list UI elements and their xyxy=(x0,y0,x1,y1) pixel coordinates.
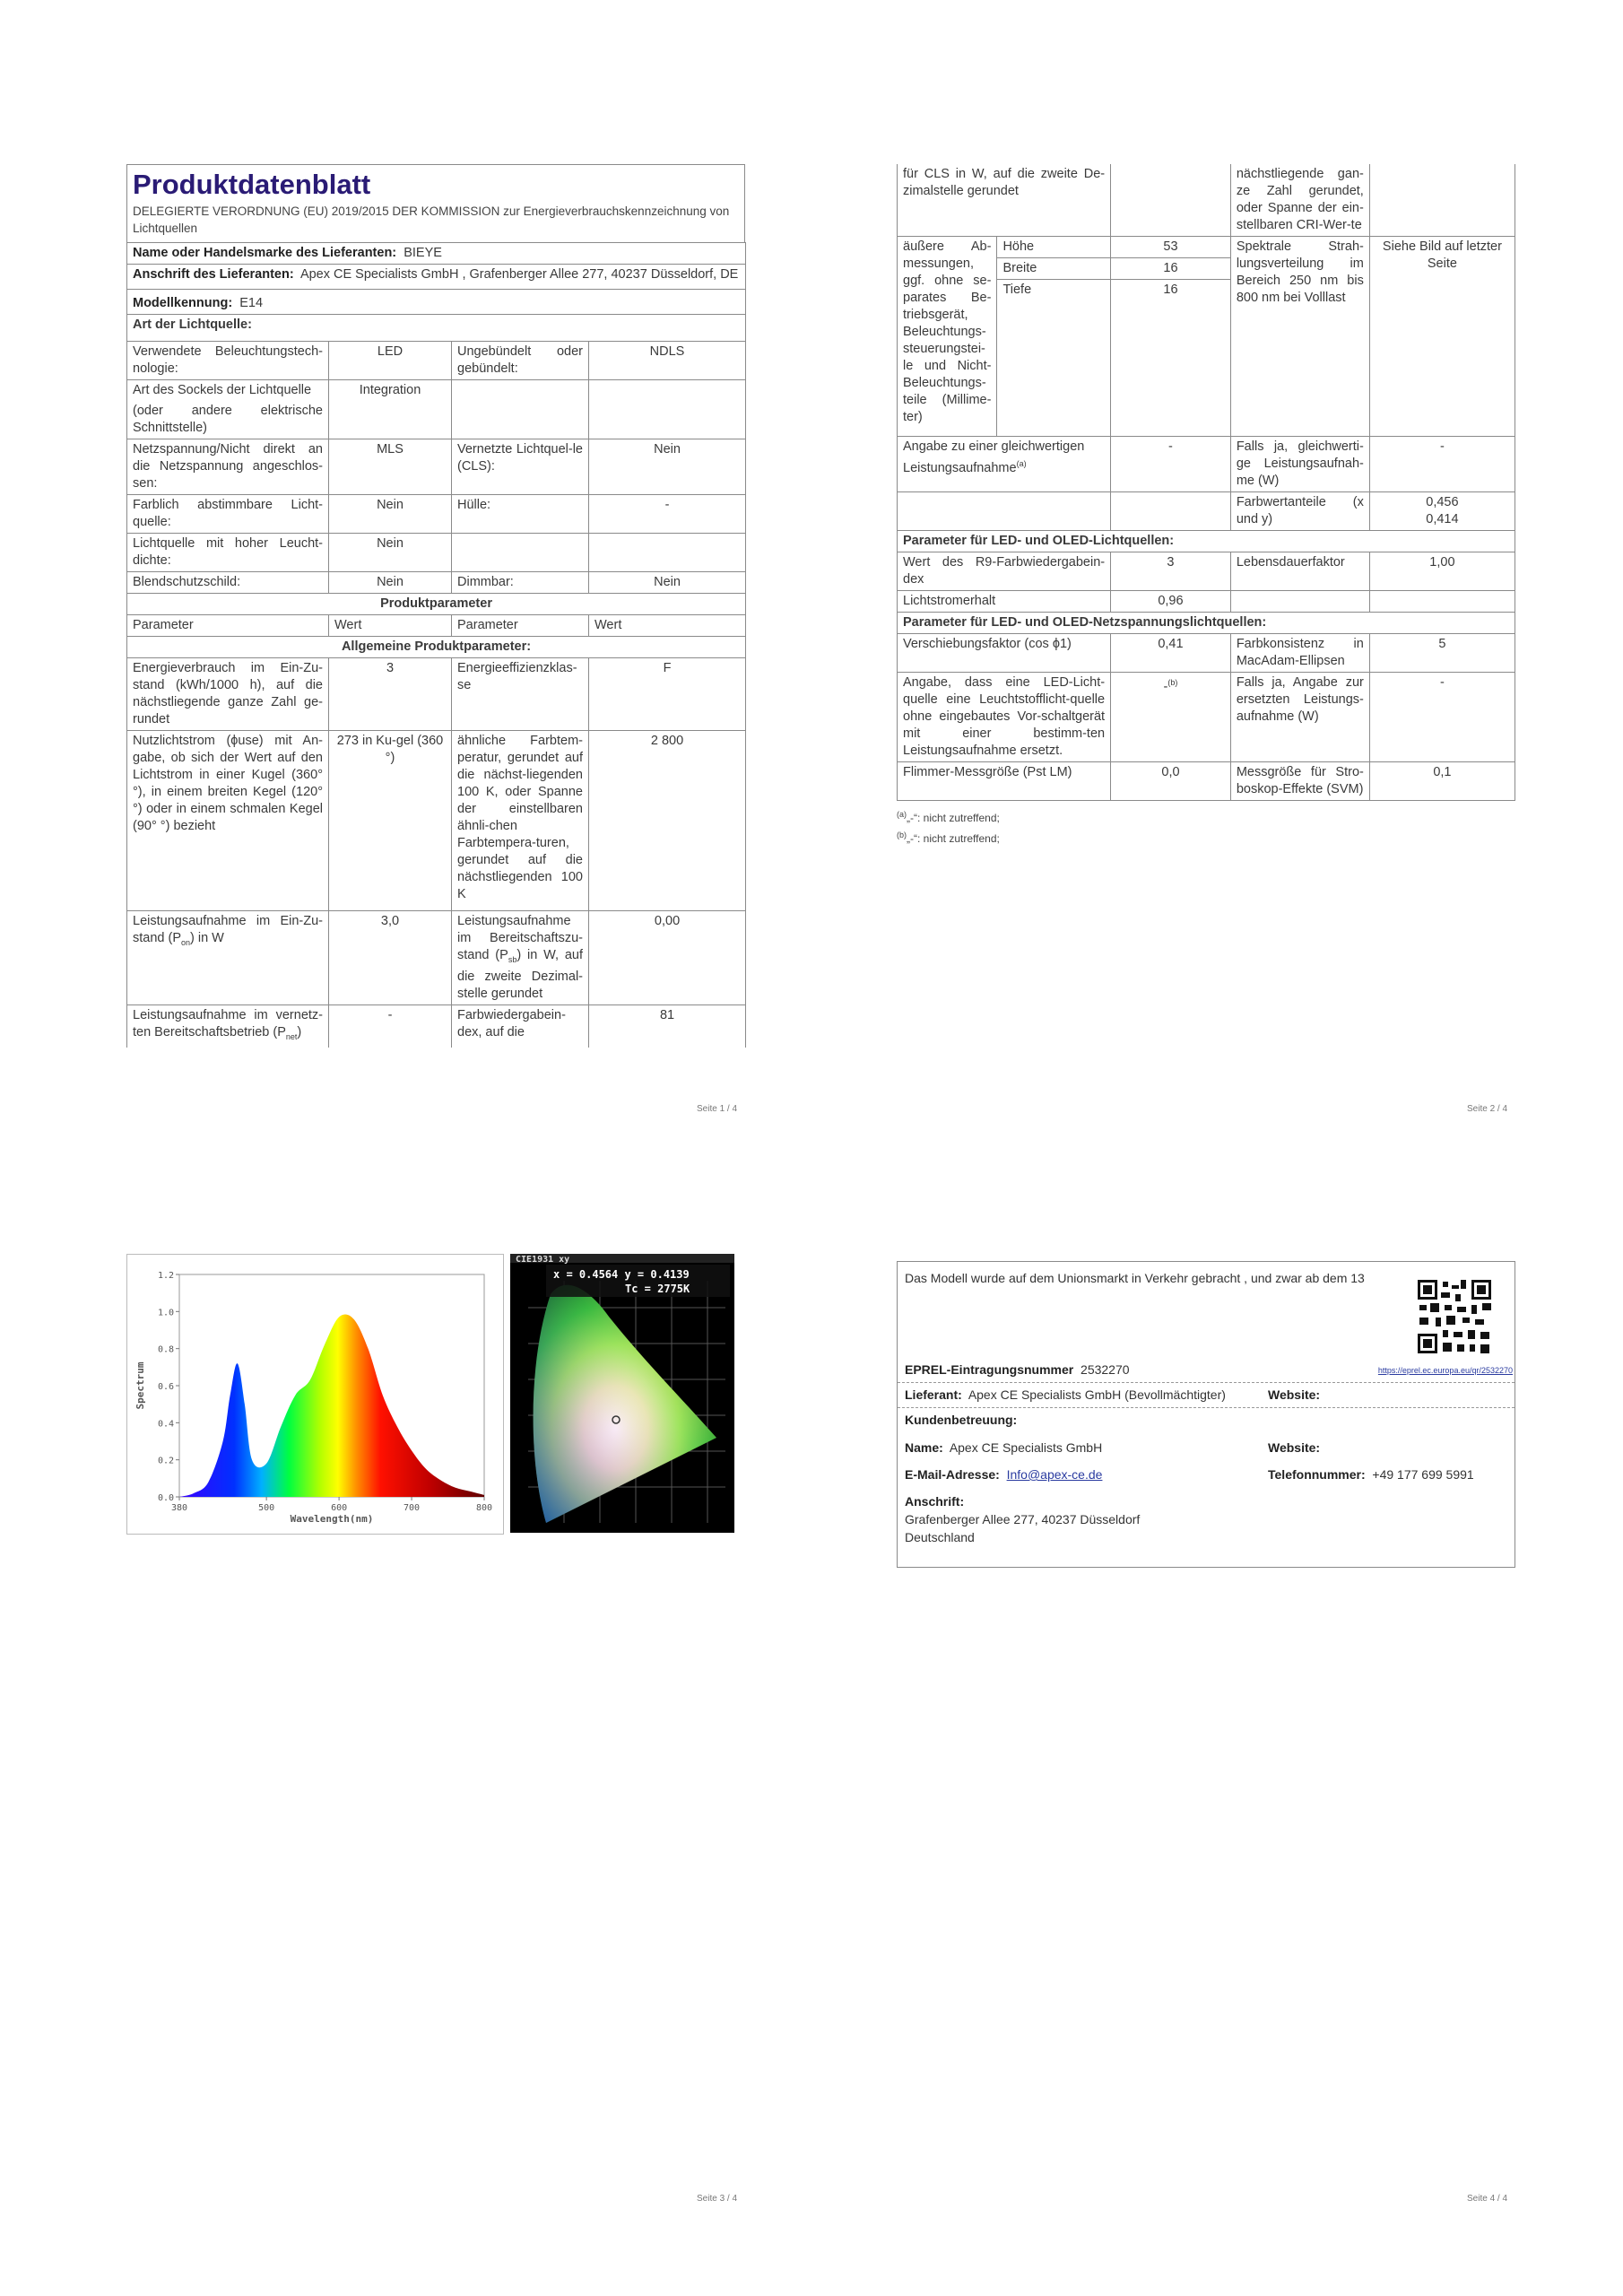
table-row: Angabe zu einer gleichwertigen Leistungsaufnahme$^{(a)}$ - Falls ja, gleichwerti-ge Leistungsaufnah-me (W) - xyxy=(898,437,1515,492)
website-label: Website: xyxy=(1268,1387,1321,1402)
address-label-4: Anschrift: xyxy=(905,1494,965,1509)
spectral-value: Siehe Bild auf letzter Seite xyxy=(1369,237,1515,437)
cie-xy: x = 0.4564 y = 0.4139 xyxy=(553,1268,690,1281)
table-row: äußere Ab-messungen, ggf. ohne se-parates Be-triebsgerät, Beleuchtungs-steuerungstei-le und Nicht-Beleuchtungs-teile (Millime-ter) Höhe 53 Spektrale Strah-lungsverteilung im Bereich 250 nm bis 800 nm bei Volllast Siehe Bild auf letzter Seite xyxy=(898,237,1515,258)
market-text: Das Modell wurde auf dem Unionsmarkt in Verkehr gebracht , und zwar ab dem 13 xyxy=(905,1271,1365,1285)
table-row: Farblich abstimmbare Licht-quelle: Nein Hülle: - xyxy=(127,495,746,534)
regulation-subtitle: DELEGIERTE VERORDNUNG (EU) 2019/2015 DER KOMMISSION zur Energieverbrauchskennzeichnung von Lichtquellen xyxy=(133,204,730,235)
model-value: E14 xyxy=(239,296,264,310)
eprel-box xyxy=(897,1261,1515,1568)
x-tick-label: 600 xyxy=(331,1503,348,1513)
table-row: Energieverbrauch im Ein-Zu-stand (kWh/1000 h), auf die nächstliegende ganze Zahl ge-rundet 3 Energieeffizienzklas-se F xyxy=(127,658,746,731)
email-link[interactable]: Info@apex-ce.de xyxy=(1006,1467,1103,1482)
product-table-2 xyxy=(897,164,1515,801)
x-tick-label: 800 xyxy=(475,1503,493,1513)
phone-label: Telefonnummer: xyxy=(1268,1467,1366,1482)
table-row: Netzspannung/Nicht direkt an die Netzspannung angeschlos-sen: MLS Vernetzte Lichtquel-le (CLS): Nein xyxy=(127,439,746,495)
phone-value: +49 177 699 5991 xyxy=(1372,1467,1474,1482)
x-axis-label: Wavelength(nm) xyxy=(290,1513,374,1525)
y-axis-label: Spectrum xyxy=(135,1361,146,1410)
spectrum-curve xyxy=(179,1314,484,1497)
y-tick-label: 0.4 xyxy=(157,1419,174,1430)
table-row: Art des Sockels der Lichtquelle (oder andere elektrische Schnittstelle) Integration xyxy=(127,380,746,439)
supplier-label-4: Lieferant: xyxy=(905,1387,962,1402)
table-row: Flimmer-Messgröße (Pst LM) 0,0 Messgröße für Stro-boskop-Effekte (SVM) 0,1 xyxy=(898,762,1515,801)
eprel-number: 2532270 xyxy=(1081,1362,1130,1377)
header-box xyxy=(126,164,745,242)
footnote-a: $^{(a)}$„-“: nicht zutreffend; xyxy=(897,810,1000,824)
cie-tc: Tc = 2775K xyxy=(625,1283,690,1295)
table-row: Wert des R9-Farbwiedergabein-dex 3 Lebensdauerfaktor 1,00 xyxy=(898,552,1515,591)
general-params-heading: Allgemeine Produktparameter: xyxy=(127,637,746,658)
name-value: Apex CE Specialists GmbH xyxy=(949,1440,1103,1455)
customer-service-label: Kundenbetreuung: xyxy=(905,1413,1018,1427)
y-tick-label: 1.0 xyxy=(157,1308,174,1318)
table-row: für CLS in W, auf die zweite De-zimalstelle gerundet nächstliegende gan-ze Zahl gerundet, oder Spanne der ein-stellbaren CRI-Wer-te xyxy=(898,164,1515,237)
name-label: Name: xyxy=(905,1440,943,1455)
eprel-label: EPREL-Eintragungsnummer xyxy=(905,1362,1074,1377)
table-row: Angabe, dass eine LED-Licht-quelle eine Leuchtstofflicht-quelle ohne eingebautes Vor-schaltgerät mit einer bestimm-ten Leistungsaufnahme ersetzt. -$^{(b)}$ Falls ja, Angabe zur ersetzten Leistungs-aufnahme (W) - xyxy=(898,673,1515,762)
footnotes xyxy=(897,806,1515,848)
footnote-b: $^{(b)}$„-“: nicht zutreffend; xyxy=(897,831,1000,845)
table-row: Verwendete Beleuchtungstech-nologie: LED Ungebündelt oder gebündelt: NDLS xyxy=(127,342,746,380)
x-tick-label: 380 xyxy=(170,1503,188,1513)
supplier-label: Name oder Handelsmarke des Lieferanten: xyxy=(133,246,397,260)
page-4 xyxy=(897,1261,1515,1568)
table-row: Tiefe 16 xyxy=(898,280,1515,437)
address-label: Anschrift des Lieferanten: xyxy=(133,267,294,282)
supplier-value-4: Apex CE Specialists GmbH (Bevollmächtigter) xyxy=(968,1387,1226,1402)
light-type-label: Art der Lichtquelle: xyxy=(127,315,746,342)
y-tick-label: 0.0 xyxy=(157,1493,174,1503)
website-label-2: Website: xyxy=(1268,1440,1321,1455)
table-row: Farbwertanteile (x und y) 0,456 0,414 xyxy=(898,492,1515,531)
y-tick-label: 0.2 xyxy=(157,1456,174,1466)
y-tick-label: 0.8 xyxy=(157,1344,174,1355)
eprel-link[interactable]: https://eprel.ec.europa.eu/qr/2532270 xyxy=(1377,1366,1513,1375)
address-line-2: Deutschland xyxy=(905,1530,975,1544)
table-header-row: Parameter Wert Parameter Wert xyxy=(127,615,746,637)
table-row: Leistungsaufnahme im vernetz-ten Bereitschaftsbetrieb $(P_{net})$ - Farbwiedergabein-dex, auf die 81 xyxy=(127,1004,746,1047)
spectrum-chart xyxy=(126,1254,504,1535)
address-line-1: Grafenberger Allee 277, 40237 Düsseldorf xyxy=(905,1512,1141,1526)
table-row: Leistungsaufnahme im Ein-Zu-stand $(P_{on})$ in W 3,0 Leistungsaufnahme im Bereitschaftszu-stand $(P_{sb})$ in W, auf die zweite Dezimal-stelle gerundet 0,00 xyxy=(127,911,746,1005)
page-2 xyxy=(897,164,1515,848)
qr-code-icon xyxy=(1416,1278,1493,1355)
page-3 xyxy=(126,1254,745,1536)
led-mains-params-heading: Parameter für LED- und OLED-Netzspannungslichtquellen: xyxy=(898,613,1515,634)
page-1 xyxy=(126,164,745,1048)
page-title: Produktdatenblatt xyxy=(133,169,371,200)
y-tick-label: 1.2 xyxy=(157,1271,174,1281)
page-number-2: Seite 2 / 4 xyxy=(1467,1104,1508,1114)
product-table-1 xyxy=(126,242,746,1048)
email-label: E-Mail-Adresse: xyxy=(905,1467,1000,1482)
page-number-4: Seite 4 / 4 xyxy=(1467,2194,1508,2204)
table-row: Breite 16 xyxy=(898,258,1515,280)
y-tick-label: 0.6 xyxy=(157,1382,174,1392)
cie-diagram xyxy=(510,1254,734,1533)
table-row: Nutzlichtstrom (ϕuse) mit An-gabe, ob sich der Wert auf den Lichtstrom in einer Kugel (360° °), in einem breiten Kegel (120° °) oder in einem schmalen Kegel (90° °) bezieht 273 in Ku-gel (360 °) ähnliche Farbtem-peratur, gerundet auf die nächst-liegenden 100 K, oder Spanne der einstellbaren ähnli-chen Farbtempera-turen, gerundet auf die nächstliegenden 100 K 2 800 xyxy=(127,731,746,911)
led-params-heading: Parameter für LED- und OLED-Lichtquellen: xyxy=(898,531,1515,552)
address-value: Apex CE Specialists GmbH , Grafenberger Allee 277, 40237 Düsseldorf, DE xyxy=(299,267,739,282)
table-row: Lichtquelle mit hoher Leucht-dichte: Nein xyxy=(127,534,746,572)
table-row: Verschiebungsfaktor (cos ϕ1) 0,41 Farbkonsistenz in MacAdam-Ellipsen 5 xyxy=(898,634,1515,673)
x-tick-label: 700 xyxy=(404,1503,421,1513)
product-params-heading: Produktparameter xyxy=(127,594,746,615)
table-row: Blendschutzschild: Nein Dimmbar: Nein xyxy=(127,572,746,594)
page-number-1: Seite 1 / 4 xyxy=(697,1104,738,1114)
x-tick-label: 500 xyxy=(258,1503,275,1513)
dimensions-label: äußere Ab-messungen, ggf. ohne se-parates Be-triebsgerät, Beleuchtungs-steuerungstei-le und Nicht-Beleuchtungs-teile (Millime-ter) xyxy=(898,237,997,437)
page-number-3: Seite 3 / 4 xyxy=(697,2194,738,2204)
spectral-label: Spektrale Strah-lungsverteilung im Bereich 250 nm bis 800 nm bei Volllast xyxy=(1230,237,1369,437)
supplier-value: BIEYE xyxy=(404,246,442,260)
model-label: Modellkennung: xyxy=(133,296,233,310)
table-row: Lichtstromerhalt 0,96 xyxy=(898,591,1515,613)
cie-label: CIE1931 xy xyxy=(516,1255,570,1265)
